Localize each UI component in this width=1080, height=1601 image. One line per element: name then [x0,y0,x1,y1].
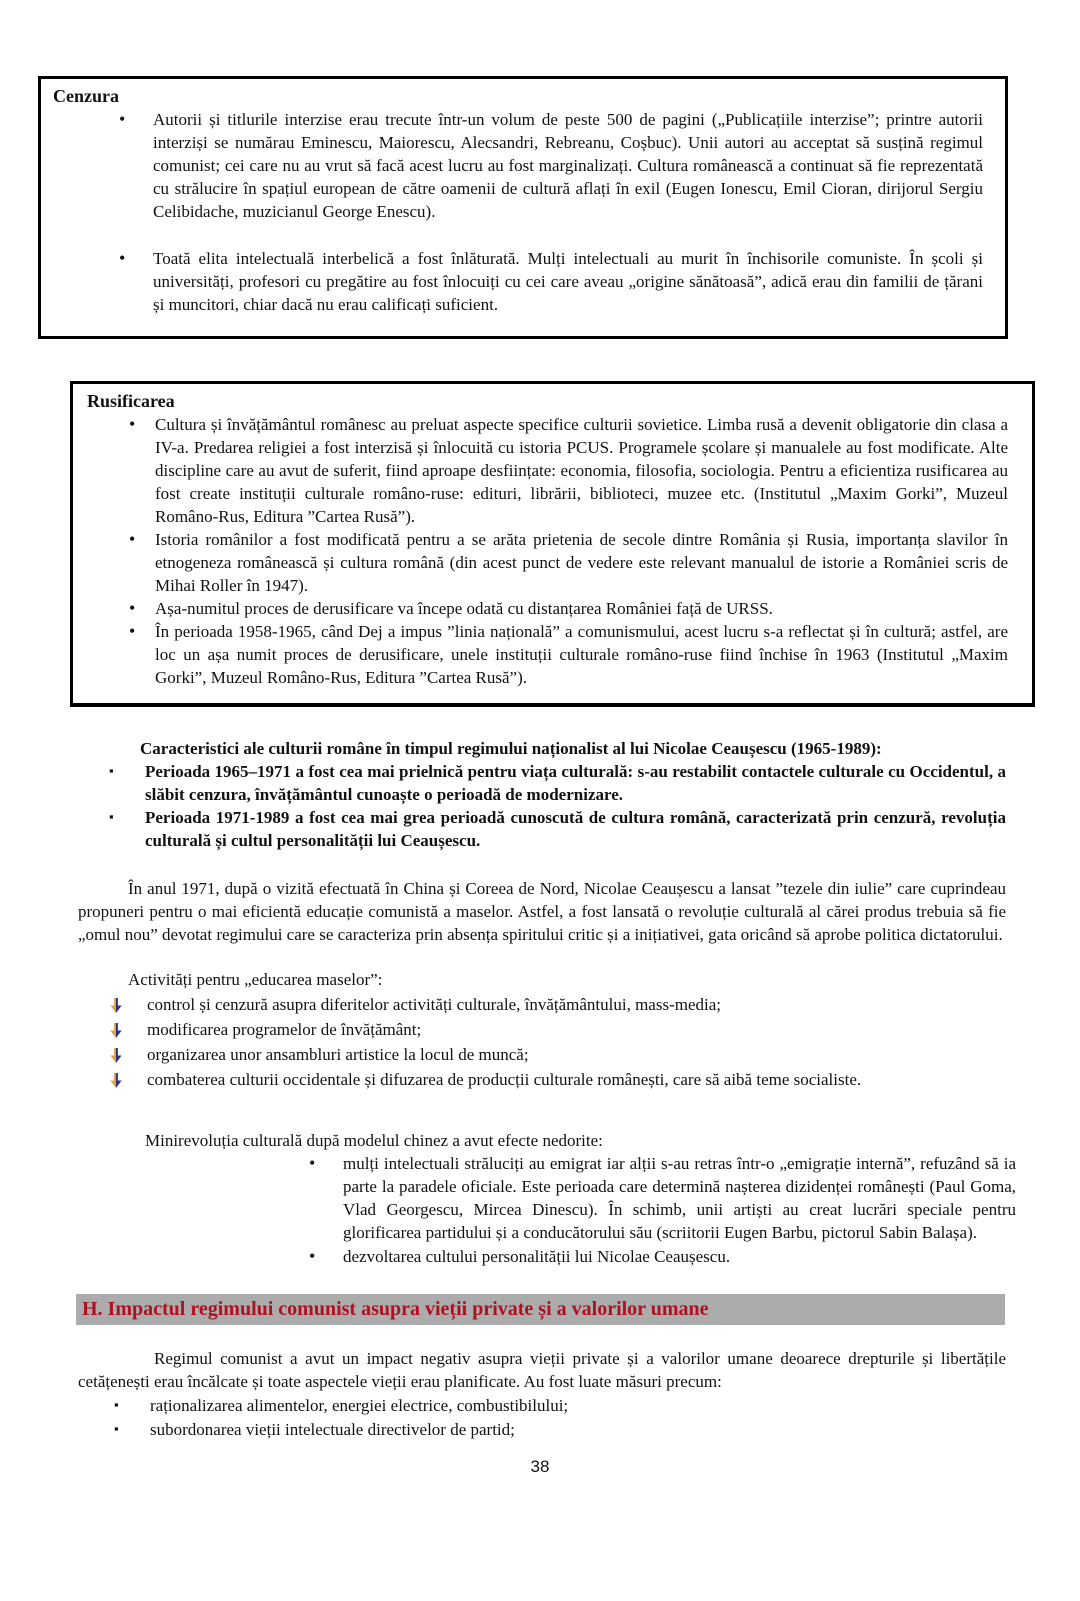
activity-text: combaterea culturii occidentale și difuzarea de producții culturale românești, care să aibă teme socialiste. [147,1070,862,1089]
censorship-box-title: Cenzura [53,86,119,106]
activity-text: organizarea unor ansambluri artistice la locul de muncă; [147,1045,529,1064]
page-number: 38 [530,1457,550,1476]
activity-text: control și cenzură asupra diferitelor activități culturale, învățământului, mass-media; [147,995,722,1014]
down-arrow-icon [109,996,123,1019]
censorship-bullet: • Autorii și titlurile interzise erau trecute într-un volum de peste 500 de pagini („Publicațiile interzise”; printre autorii interziși se numărau Eminescu, Maiorescu, Alecsandri, Rebreanu, Coșbuc). Unii autori au acceptat să susțină regimul comunist; cei care nu au vrut să facă acest lucru au fost marginalizați. Cultura românească a continuat să fie reprezentată cu strălucire în spațiul european de către oamenii de cultură aflați în exil (Eugen Ionescu, Emil Cioran, dirijorul Sergiu Celibidache, muzicianul George Enescu). [53,108,983,223]
section-h-heading-bar [76,1294,1005,1325]
activity-item [78,1068,1006,1091]
section-h-paragraph: Regimul comunist a avut un impact negativ asupra vieții private și a valorilor umane deoarece drepturile și libertățile cetățenești erau încălcate și toate aspectele vieții erau planificate. Au fost luate măsuri precum: [78,1349,1006,1391]
mini-revolution-bullet: • mulți intelectuali străluciți au emigrat iar alții s-au retras într-o „emigrație internă”, refuzând să ia parte la paradele oficiale. Este perioada care determină nașterea dizidenței românești (Paul Goma, Vlad Georgescu, Mircea Dinescu). În schimb, unii artiști au creat lucrări speciale pentru glorificarea partidului și a conducătorului său (scriitorii Eugen Barbu, pictorul Sabin Balașa). [78,1152,1016,1244]
russification-box [70,381,1035,707]
russification-bullet: • Așa-numitul proces de derusificare va începe odată cu distanțarea României față de URSS. [87,597,1008,620]
activity-item [78,1043,1006,1066]
down-arrow-icon [109,1021,123,1044]
measure-item: ▪ raționalizarea alimentelor, energiei electrice, combustibilului; [78,1394,1006,1417]
activity-text: modificarea programelor de învățământ; [147,1020,422,1039]
russification-bullet: • Istoria românilor a fost modificată pentru a se arăta prietenia de secole dintre România și Rusia, importanța slavilor în etnogeneza românească și cultura română (din acest punct de vedere este relevant manualul de istorie a României scris de Mihai Roller în 1947). [87,528,1008,597]
ceausescu-characteristics-heading: Caracteristici ale culturii române în timpul regimului naționalist al lui Nicolae Ceaușescu (1965-1989): [140,739,882,758]
mini-revolution-intro: Minirevoluția culturală după modelul chinez a avut efecte nedorite: [145,1131,603,1150]
july-theses-paragraph: În anul 1971, după o vizită efectuată în China și Coreea de Nord, Nicolae Ceaușescu a lansat ”tezele din iulie” care cuprindeau propuneri pentru o mai eficientă educație comunistă a maselor. Astfel, a fost lansată o revoluție culturală al cărei produs trebuia să fie „omul nou” devotat regimului care se caracteriza prin absența spiritului critic și a inițiativei, gata oricând să aprobe politica dictatorului. [78,879,1006,944]
activity-item [78,1018,1006,1041]
russification-box-title: Rusificarea [87,391,175,411]
section-h-heading: H. Impactul regimului comunist asupra vieții private și a valorilor umane [82,1298,709,1320]
measure-item: ▪ subordonarea vieții intelectuale directivelor de partid; [78,1418,1006,1441]
russification-bullet: • În perioada 1958-1965, când Dej a impus ”linia națională” a comunismului, acest lucru s-a reflectat și în cultură; astfel, are loc un așa numit proces de derusificare, unele instituții culturale româno-ruse fiind închise în 1963 (Institutul „Maxim Gorki”, Muzeul Româno-Rus, Editura ”Cartea Rusă”). [87,620,1008,689]
mass-education-section [78,968,1006,1091]
activity-item [78,993,1006,1016]
period-bullet: ▪ Perioada 1965–1971 a fost cea mai prielnică pentru viața culturală: s-au restabilit contactele culturale cu Occidentul, a slăbit cenzura, învățământul cunoaște o perioadă de modernizare. [78,760,1006,806]
censorship-box [38,76,1008,339]
down-arrow-icon [109,1071,123,1094]
period-bullet: ▪ Perioada 1971-1989 a fost cea mai grea perioadă cunoscută de cultura română, caracterizată prin cenzură, revoluția culturală și cultul personalității lui Ceaușescu. [78,806,1006,852]
mass-education-intro: Activități pentru „educarea maselor”: [128,970,383,989]
mini-revolution-bullet: • dezvoltarea cultului personalității lui Nicolae Ceaușescu. [78,1245,1016,1268]
mini-revolution-section [78,1129,1016,1268]
censorship-bullet: • Toată elita intelectuală interbelică a fost înlăturată. Mulți intelectuali au murit în închisorile comuniste. În școli și universități, profesori cu pregătire au fost înlocuiți cu cei care aveau „origine sănătoasă”, adică erau din familii de țărani și muncitori, chiar dacă nu erau calificați suficient. [53,247,983,316]
russification-bullet: • Cultura și învățământul românesc au preluat aspecte specifice culturii sovietice. Limba rusă a devenit obligatorie din clasa a IV-a. Predarea religiei a fost interzisă și înlocuită cu istoria PCUS. Programele școlare și manualele au fost modificate. Alte discipline care au avut de suferit, fiind aproape desființate: economia, filosofia, sociologia. Pentru a eficientiza rusificarea au fost create instituții culturale româno-ruse: edituri, librării, biblioteci, muzee etc. (Institutul „Maxim Gorki”, Muzeul Româno-Rus, Editura ”Cartea Rusă”). [87,413,1008,528]
ceausescu-characteristics-section [78,737,1006,852]
down-arrow-icon [109,1046,123,1069]
